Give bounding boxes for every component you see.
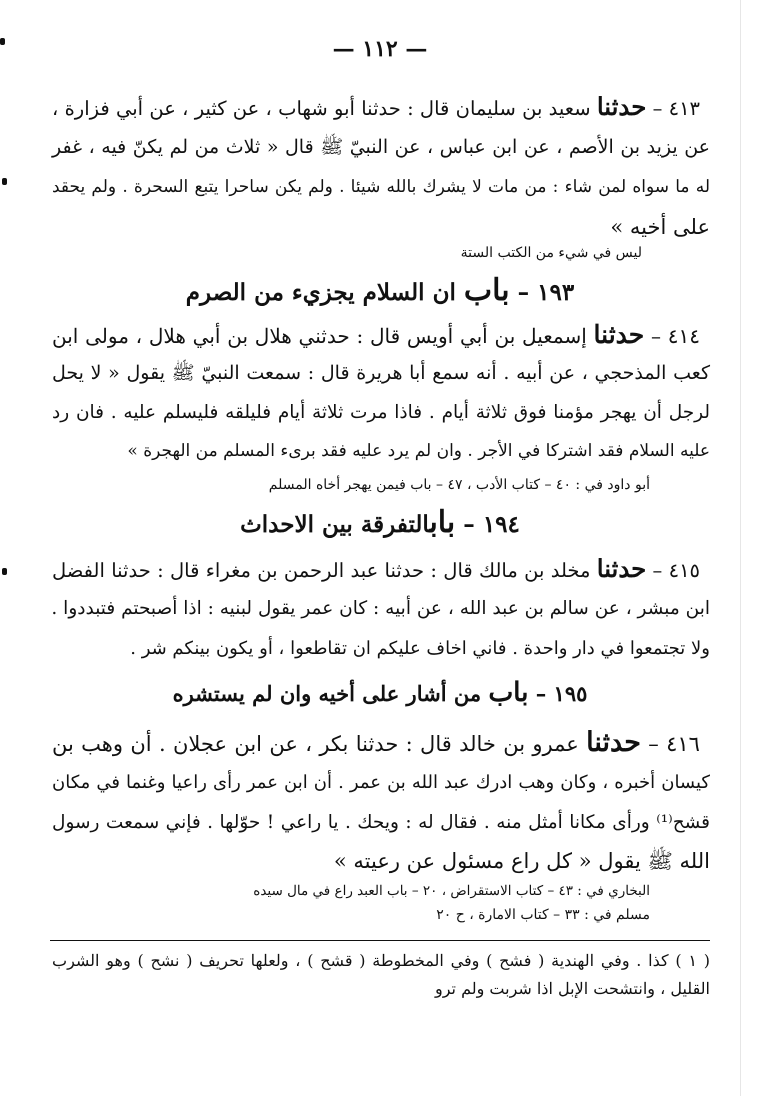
- hadith-414-line-1: ٤١٤ – حدثنا إسمعيل بن أبي أويس قال : حدثني هلال بن أبي هلال ، مولى ابن: [52, 320, 700, 349]
- hadith-414-line-4: عليه السلام فقد اشتركا في الأجر . وان لم يرد عليه فقد برىء المسلم من الهجرة »: [127, 441, 710, 461]
- bab-word: باب: [463, 273, 510, 308]
- chapter-195-heading: [170, 678, 590, 709]
- hadith-413-reference: ليس في شيء من الكتب الستة: [460, 245, 642, 261]
- hadith-416-line-2: كيسان أخبره ، وكان وهب ادرك عبد الله بن عمر . أن ابن عمر رأى راعيا وغنما في مكان: [52, 772, 710, 793]
- haddathana-word: حدثنا: [593, 320, 645, 349]
- page-number: — ١١٢ —: [332, 36, 428, 62]
- hadith-416-reference-1: البخاري في : ٤٣ – كتاب الاستقراض ، ٢٠ – باب العبد راع في مال سيده: [253, 883, 650, 899]
- hadith-413-line-1: ٤١٣ – حدثنا سعيد بن سليمان قال : حدثنا أبو شهاب ، عن كثير ، عن أبي فزارة ،: [52, 92, 701, 121]
- chapter-number: ١٩٣ –: [517, 279, 575, 306]
- scan-mark: [2, 568, 7, 575]
- hadith-number: ٤١٤ –: [651, 324, 700, 348]
- haddathana-word: حدثنا: [586, 727, 641, 758]
- page-edge: [740, 0, 741, 1096]
- hadith-413-line-3: له ما سواه لمن شاء : من مات لا يشرك بالله شيئا . ولم يكن ساحرا يتبع السحرة . ولم يحقد: [52, 177, 710, 197]
- footnote-line-1: ( ١ ) كذا . وفي الهندية ( فشح ) وفي المخطوطة ( قشح ) ، ولعلها تحريف ( نشح ) وهو الشرب: [52, 951, 711, 970]
- chapter-title: التفرقة بين الاحداث: [240, 511, 430, 538]
- hadith-415-line-3: ولا تجتمعوا في دار واحدة . فاني اخاف عليكم ان تقاطعوا ، أو يكون بينكم شر .: [130, 638, 710, 659]
- chapter-title: من أشار على أخيه وان لم يستشره: [172, 681, 482, 706]
- hadith-414-line-2: كعب المذحجي ، عن أبيه . أنه سمع أبا هريرة قال : سمعت النبيّ ﷺ يقول « لا يحل: [52, 362, 710, 384]
- hadith-416-line-4: الله ﷺ يقول « كل راع مسئول عن رعيته »: [333, 849, 710, 873]
- bab-word: باب: [429, 505, 456, 540]
- chapter-193-heading: [140, 273, 620, 308]
- hadith-415-line-1: ٤١٥ – حدثنا مخلد بن مالك قال : حدثنا عبد الرحمن بن مغراء قال : حدثنا الفضل: [52, 554, 701, 583]
- hadith-number: ٤١٦ –: [648, 732, 700, 756]
- hadith-415-line-2: ابن مبشر ، عن سالم بن عبد الله ، عن أبيه : كان عمر يقول لبنيه : اذا أصبحتم فتبددوا .: [51, 598, 710, 619]
- chapter-title: ان السلام يجزيء من الصرم: [185, 279, 456, 306]
- hadith-416-line-1: ٤١٦ – حدثنا عمرو بن خالد قال : حدثنا بكر ، عن ابن عجلان . أن وهب بن: [52, 727, 700, 758]
- chapter-number: ١٩٥ –: [535, 681, 588, 706]
- hadith-416-reference-2: مسلم في : ٣٣ – كتاب الامارة ، ح ٢٠: [436, 907, 650, 923]
- hadith-413-line-4: على أخيه »: [610, 215, 710, 239]
- hadith-416-line-3: قشح⁽¹⁾ ورأى مكانا أمثل منه . فقال له : ويحك . يا راعي ! حوّلها . فإني سمعت رسول: [52, 812, 710, 833]
- hadith-number: ٤١٥ –: [652, 559, 701, 582]
- haddathana-word: حدثنا: [596, 554, 647, 583]
- footnote-separator: [50, 940, 710, 941]
- hadith-414-reference: أبو داود في : ٤٠ – كتاب الأدب ، ٤٧ – باب فيمن يهجر أخاه المسلم: [268, 477, 650, 493]
- chapter-194-heading: [180, 505, 580, 540]
- scan-mark: [2, 178, 7, 185]
- hadith-414-line-3: لرجل أن يهجر مؤمنا فوق ثلاثة أيام . فاذا مرت ثلاثة أيام فليلقه فليسلم عليه . فان رد: [52, 402, 710, 423]
- chapter-number: ١٩٤ –: [463, 511, 520, 538]
- hadith-number: ٤١٣ –: [652, 97, 701, 120]
- haddathana-word: حدثنا: [596, 92, 647, 121]
- footnote-line-2: القليل ، وانتشحت الإبل اذا شربت ولم ترو: [435, 979, 710, 998]
- hadith-413-line-2: عن يزيد بن الأصم ، عن ابن عباس ، عن النبيّ ﷺ قال « ثلاث من لم يكنّ فيه ، غفر: [52, 136, 710, 158]
- scan-mark: [0, 38, 5, 45]
- bab-word: باب: [488, 677, 529, 708]
